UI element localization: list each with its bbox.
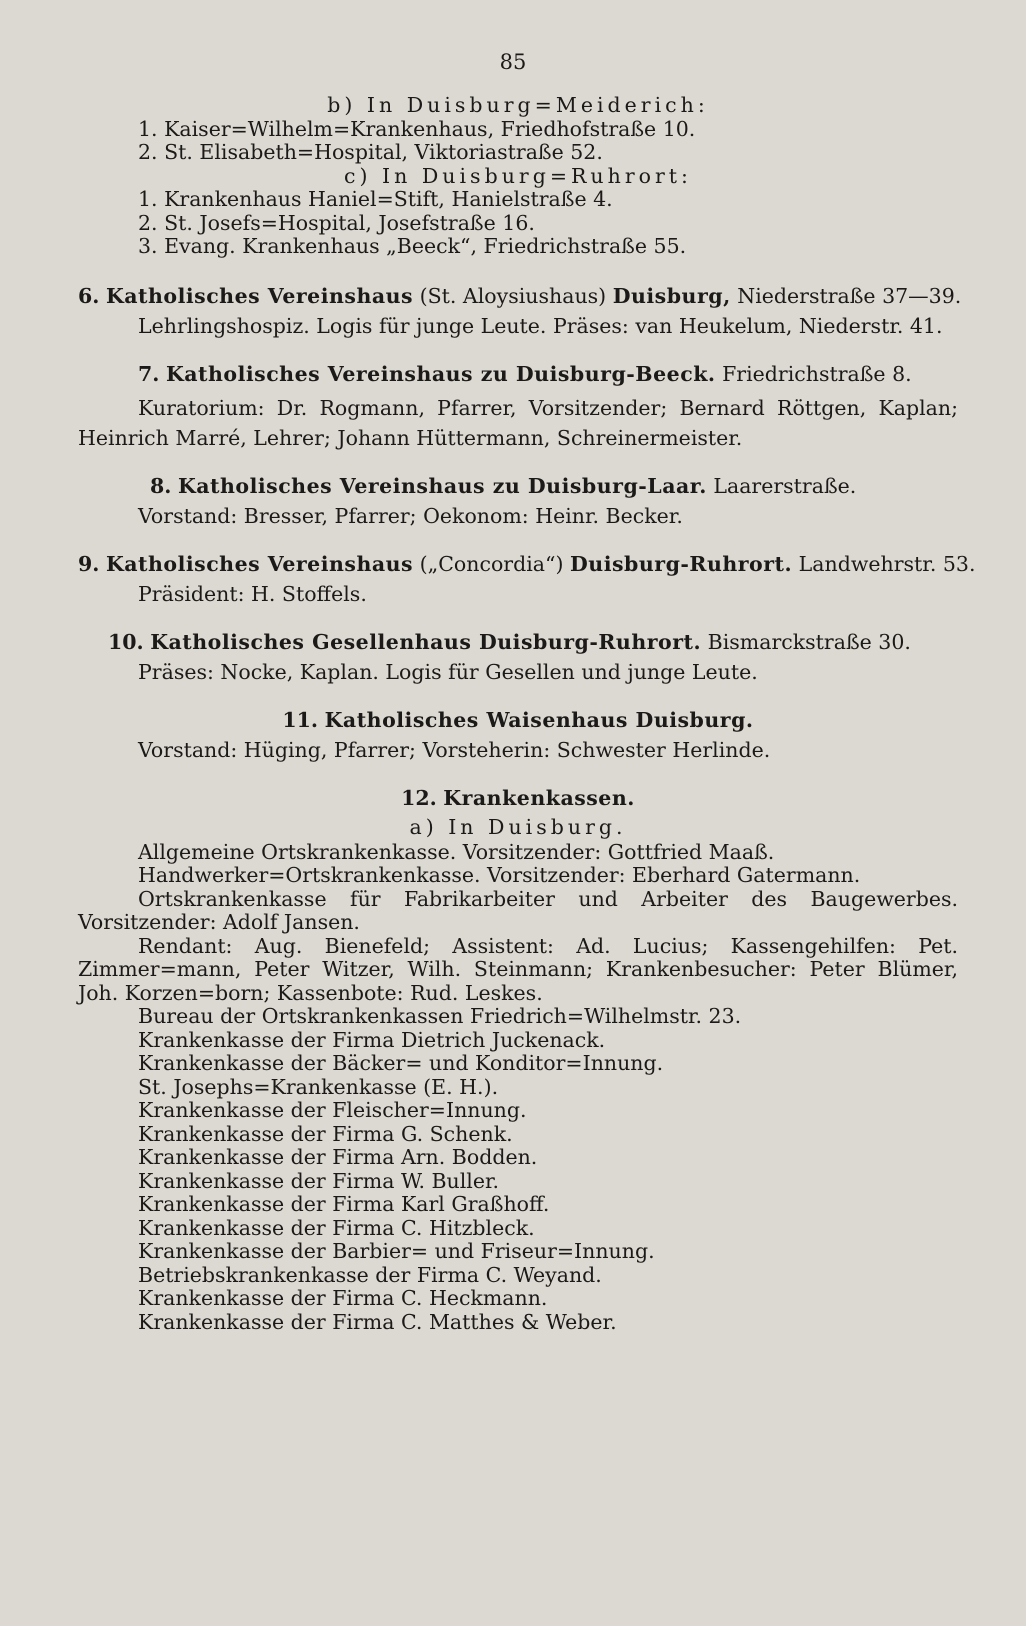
list-item: Krankenkasse der Firma Dietrich Juckenack. — [138, 1027, 606, 1052]
paragraph: Rendant: Aug. Bienefeld; Assistent: Ad. Lucius; Kassengehilfen: Pet. Zimmer=mann, Peter Witzer, Wilh. Steinmann; Krankenbesucher: Peter Blümer, Joh. Korzen=born; Kassenbote: Rud. Leskes. — [78, 933, 958, 1005]
page-body — [78, 93, 976, 1334]
entry-11-heading — [78, 705, 958, 735]
list-item: 1. Kaiser=Wilhelm=Krankenhaus, Friedhofstraße 10. — [138, 116, 696, 141]
entry-name: Krankenkassen. — [443, 785, 635, 810]
entry-number: 10. — [108, 629, 144, 654]
entry-address: Laarerstraße. — [713, 473, 857, 498]
entry-name: Katholisches Vereinshaus zu Duisburg-Laar. — [177, 473, 707, 498]
entry-number: 8. — [150, 473, 172, 498]
list-item: Betriebskrankenkasse der Firma C. Weyand. — [138, 1262, 602, 1287]
list-item: Krankenkasse der Firma C. Heckmann. — [138, 1286, 548, 1310]
list-item: 1. Krankenhaus Haniel=Stift, Hanielstraße 4. — [138, 187, 613, 211]
list-item: Krankenkasse der Bäcker= und Konditor=Innung. — [138, 1051, 664, 1075]
entry-6-body: Lehrlingshospiz. Logis für junge Leute. Präses: van Heukelum, Niederstr. 41. — [138, 313, 943, 338]
list-item: Handwerker=Ortskrankenkasse. Vorsitzender: Eberhard Gatermann. — [138, 863, 861, 887]
entry-number: 7. — [138, 361, 160, 386]
list-item: Bureau der Ortskrankenkassen Friedrich=Wilhelmstr. 23. — [138, 1004, 742, 1028]
entry-address: Niederstraße 37—39. — [737, 283, 962, 308]
entry-name: Katholisches Vereinshaus — [105, 283, 414, 308]
entry-number: 11. — [282, 707, 319, 732]
entry-8-heading — [78, 471, 958, 501]
entry-name: Katholisches Waisenhaus Duisburg. — [324, 707, 754, 732]
entry-7-heading — [78, 359, 958, 389]
section-b-heading: b) In Duisburg=Meiderich: — [327, 93, 709, 117]
entry-9-body: Präsident: H. Stoffels. — [138, 581, 367, 606]
entry-10-heading — [78, 627, 958, 657]
list-item: Krankenkasse der Barbier= und Friseur=Innung. — [138, 1239, 655, 1263]
section-a-heading: a) In Duisburg. — [409, 814, 627, 839]
entry-name: Katholisches Vereinshaus — [105, 551, 414, 576]
entry-address: Bismarckstraße 30. — [707, 629, 911, 654]
entry-10-body: Präses: Nocke, Kaplan. Logis für Gesellen und junge Leute. — [138, 659, 758, 684]
entry-number: 9. — [78, 551, 100, 576]
section-c-heading: c) In Duisburg=Ruhrort: — [344, 163, 692, 188]
list-item: Allgemeine Ortskrankenkasse. Vorsitzender: Gottfried Maaß. — [138, 839, 775, 864]
list-item: Krankenkasse der Firma G. Schenk. — [138, 1121, 513, 1146]
entry-address: Landwehrstr. 53. — [798, 551, 976, 576]
list-item: 2. St. Josefs=Hospital, Josefstraße 16. — [138, 210, 535, 235]
list-item: St. Josephs=Krankenkasse (E. H.). — [138, 1074, 499, 1099]
entry-place: Duisburg, — [612, 283, 731, 308]
list-item: Krankenkasse der Firma Karl Graßhoff. — [138, 1192, 550, 1216]
entry-paren: (St. Aloysiushaus) — [419, 283, 607, 308]
entry-address: Friedrichstraße 8. — [722, 361, 912, 386]
entry-6-heading — [78, 281, 962, 311]
list-item: 3. Evang. Krankenhaus „Beeck“, Friedrichstraße 55. — [138, 234, 687, 258]
entry-12-heading — [78, 783, 958, 813]
page-number: 85 — [499, 50, 527, 74]
list-item: Krankenkasse der Firma W. Buller. — [138, 1168, 500, 1193]
entry-9-heading — [78, 549, 976, 579]
entry-7-body: Kuratorium: Dr. Rogmann, Pfarrer, Vorsitzender; Bernard Röttgen, Kaplan; Heinrich Marré, Lehrer; Johann Hüttermann, Schreinermeister. — [78, 395, 958, 450]
entry-name: Katholisches Vereinshaus zu Duisburg-Beeck. — [165, 361, 716, 386]
entry-place: Duisburg-Ruhrort. — [570, 551, 793, 576]
paragraph: Ortskrankenkasse für Fabrikarbeiter und Arbeiter des Baugewerbes. Vorsitzender: Adolf Jansen. — [78, 886, 958, 934]
list-item: 2. St. Elisabeth=Hospital, Viktoriastraße 52. — [138, 140, 603, 164]
entry-number: 6. — [78, 283, 100, 308]
entry-paren: („Concordia“) — [419, 551, 564, 576]
entry-11-body: Vorstand: Hüging, Pfarrer; Vorsteherin: Schwester Herlinde. — [138, 737, 771, 762]
list-item: Krankenkasse der Fleischer=Innung. — [138, 1098, 527, 1122]
list-item: Krankenkasse der Firma C. Hitzbleck. — [138, 1215, 535, 1240]
list-item: Krankenkasse der Firma C. Matthes & Weber. — [138, 1309, 617, 1334]
entry-name: Katholisches Gesellenhaus Duisburg-Ruhrort. — [150, 629, 702, 654]
entry-8-body: Vorstand: Bresser, Pfarrer; Oekonom: Heinr. Becker. — [138, 503, 683, 528]
entry-number: 12. — [401, 785, 437, 810]
list-item: Krankenkasse der Firma Arn. Bodden. — [138, 1145, 538, 1169]
